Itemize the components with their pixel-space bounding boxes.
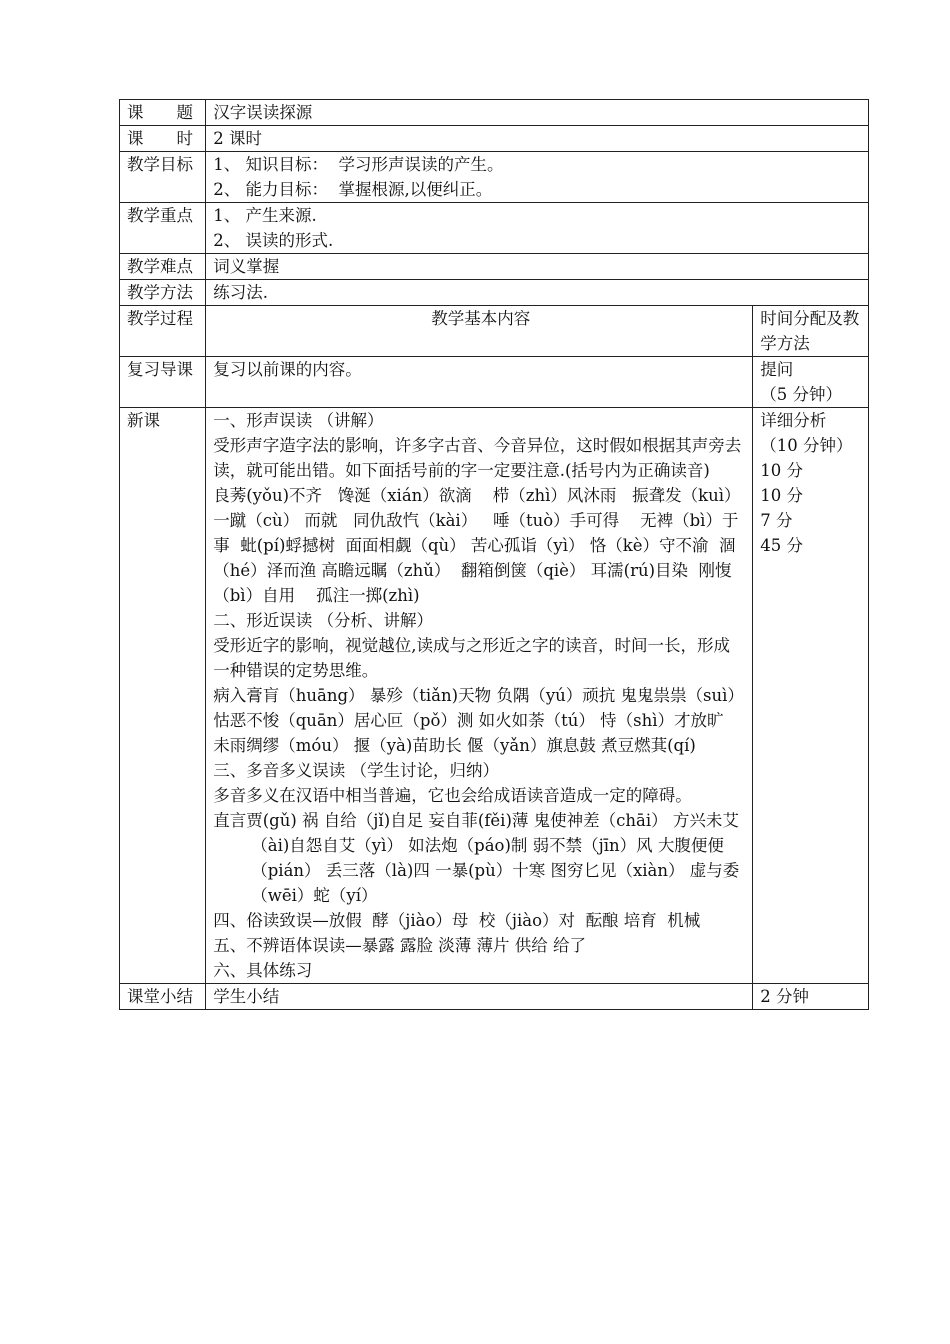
label-hours: 课 时 <box>120 126 206 152</box>
label-method: 教学方法 <box>120 280 206 306</box>
value-goals <box>206 152 869 203</box>
content-line: 六、具体练习 <box>213 961 313 980</box>
lesson-plan-table <box>119 99 869 1010</box>
label-difficulty: 教学难点 <box>120 254 206 280</box>
time-line: 10 分 <box>760 486 804 505</box>
content-line: 病入膏肓（huāng） 暴殄（tiǎn)天物 负隅（yú）顽抗 鬼鬼祟祟（suì） <box>213 686 744 705</box>
content-header: 教学基本内容 <box>206 306 753 357</box>
time-line: （5 分钟） <box>760 385 843 404</box>
label-goals: 教学目标 <box>120 152 206 203</box>
content-line: 多音多义在汉语中相当普遍，它也会给成语读音造成一定的障碍。 <box>213 786 692 805</box>
label-summary: 课堂小结 <box>120 984 206 1010</box>
content-line: 未雨绸缪（móu） 揠（yà)苗助长 偃（yǎn）旗息鼓 煮豆燃萁(qí) <box>213 736 696 755</box>
content-line: 五、不辨语体误读—暴露 露脸 淡薄 薄片 供给 给了 <box>213 936 586 955</box>
row-summary <box>120 984 869 1010</box>
time-review <box>753 357 869 408</box>
time-line: 7 分 <box>760 511 793 530</box>
content-line: 怙恶不悛（quān）居心叵（pǒ）测 如火如荼（tú） 恃（shì）才放旷 <box>213 711 724 730</box>
content-summary: 学生小结 <box>206 984 753 1010</box>
row-goals <box>120 152 869 203</box>
row-process-header <box>120 306 869 357</box>
row-difficulty <box>120 254 869 280</box>
row-focus <box>120 203 869 254</box>
content-line: 一、形声误读 （讲解） <box>213 411 384 430</box>
value-topic: 汉字误读探源 <box>206 100 869 126</box>
time-new <box>753 408 869 984</box>
focus-line: 1、 产生来源. <box>213 206 317 225</box>
row-new <box>120 408 869 984</box>
row-review <box>120 357 869 408</box>
time-header: 时间分配及教学方法 <box>753 306 869 357</box>
label-review: 复习导课 <box>120 357 206 408</box>
value-hours: 2 课时 <box>206 126 869 152</box>
time-line: 10 分 <box>760 461 804 480</box>
label-new: 新课 <box>120 408 206 984</box>
content-line: 受形声字造字法的影响，许多字古音、今音异位，这时假如根据其声旁去读，就可能出错。如下面括号前的字一定要注意.(括号内为正确读音) <box>213 436 742 480</box>
content-line: 四、俗读致误—放假 酵（jiào）母 校（jiào）对 酝酿 培育 机械 <box>213 911 701 930</box>
time-line: 详细分析 <box>760 411 827 430</box>
content-line: 直言贾(gǔ) 祸 自给（jǐ)自足 妄自菲(fěi)薄 鬼使神差（chāi） 方兴未艾（ài)自怨自艾（yì） 如法炮（páo)制 弱不禁（jīn）风 大腹便便（pián） 丢三落（là)四 一暴(pù）十寒 图穷匕见（xiàn） 虚与委（wēi）蛇（yí） <box>213 811 740 905</box>
goal-line: 1、 知识目标： 学习形声误读的产生。 <box>213 155 504 174</box>
content-line: 受形近字的影响，视觉越位,读成与之形近之字的读音，时间一长，形成 <box>213 636 730 655</box>
value-method: 练习法. <box>206 280 869 306</box>
content-line: 三、多音多义误读 （学生讨论，归纳） <box>213 761 499 780</box>
time-line: 45 分 <box>760 536 804 555</box>
label-topic: 课 题 <box>120 100 206 126</box>
value-focus <box>206 203 869 254</box>
content-line: 二、形近误读 （分析、讲解） <box>213 611 433 630</box>
row-topic <box>120 100 869 126</box>
focus-line: 2、 误读的形式. <box>213 231 334 250</box>
value-difficulty: 词义掌握 <box>206 254 869 280</box>
content-line: 一种错误的定势思维。 <box>213 661 379 680</box>
content-review: 复习以前课的内容。 <box>206 357 753 408</box>
time-line: （10 分钟） <box>760 436 853 455</box>
content-new <box>206 408 753 984</box>
content-line: 良莠(yǒu)不齐 馋涎（xián）欲滴 栉（zhì）风沐雨 振聋发（kuì） 一蹴（cù） 而就 同仇敌忾（kài） 唾（tuò）手可得 无裨（bì）于事 蚍(pí)蜉撼树 面面相觑（qù） 苦心孤诣（yì） 恪（kè）守不渝 涸（hé）泽而渔 高瞻远瞩（zhǔ） 翻箱倒箧（qiè） 耳濡(rú)目染 刚愎（bì）自用 孤注一掷(zhì) <box>213 486 752 605</box>
row-method <box>120 280 869 306</box>
time-summary: 2 分钟 <box>753 984 869 1010</box>
goal-line: 2、 能力目标： 掌握根源,以便纠正。 <box>213 180 493 199</box>
row-hours <box>120 126 869 152</box>
label-focus: 教学重点 <box>120 203 206 254</box>
label-process: 教学过程 <box>120 306 206 357</box>
time-line: 提问 <box>760 360 794 379</box>
